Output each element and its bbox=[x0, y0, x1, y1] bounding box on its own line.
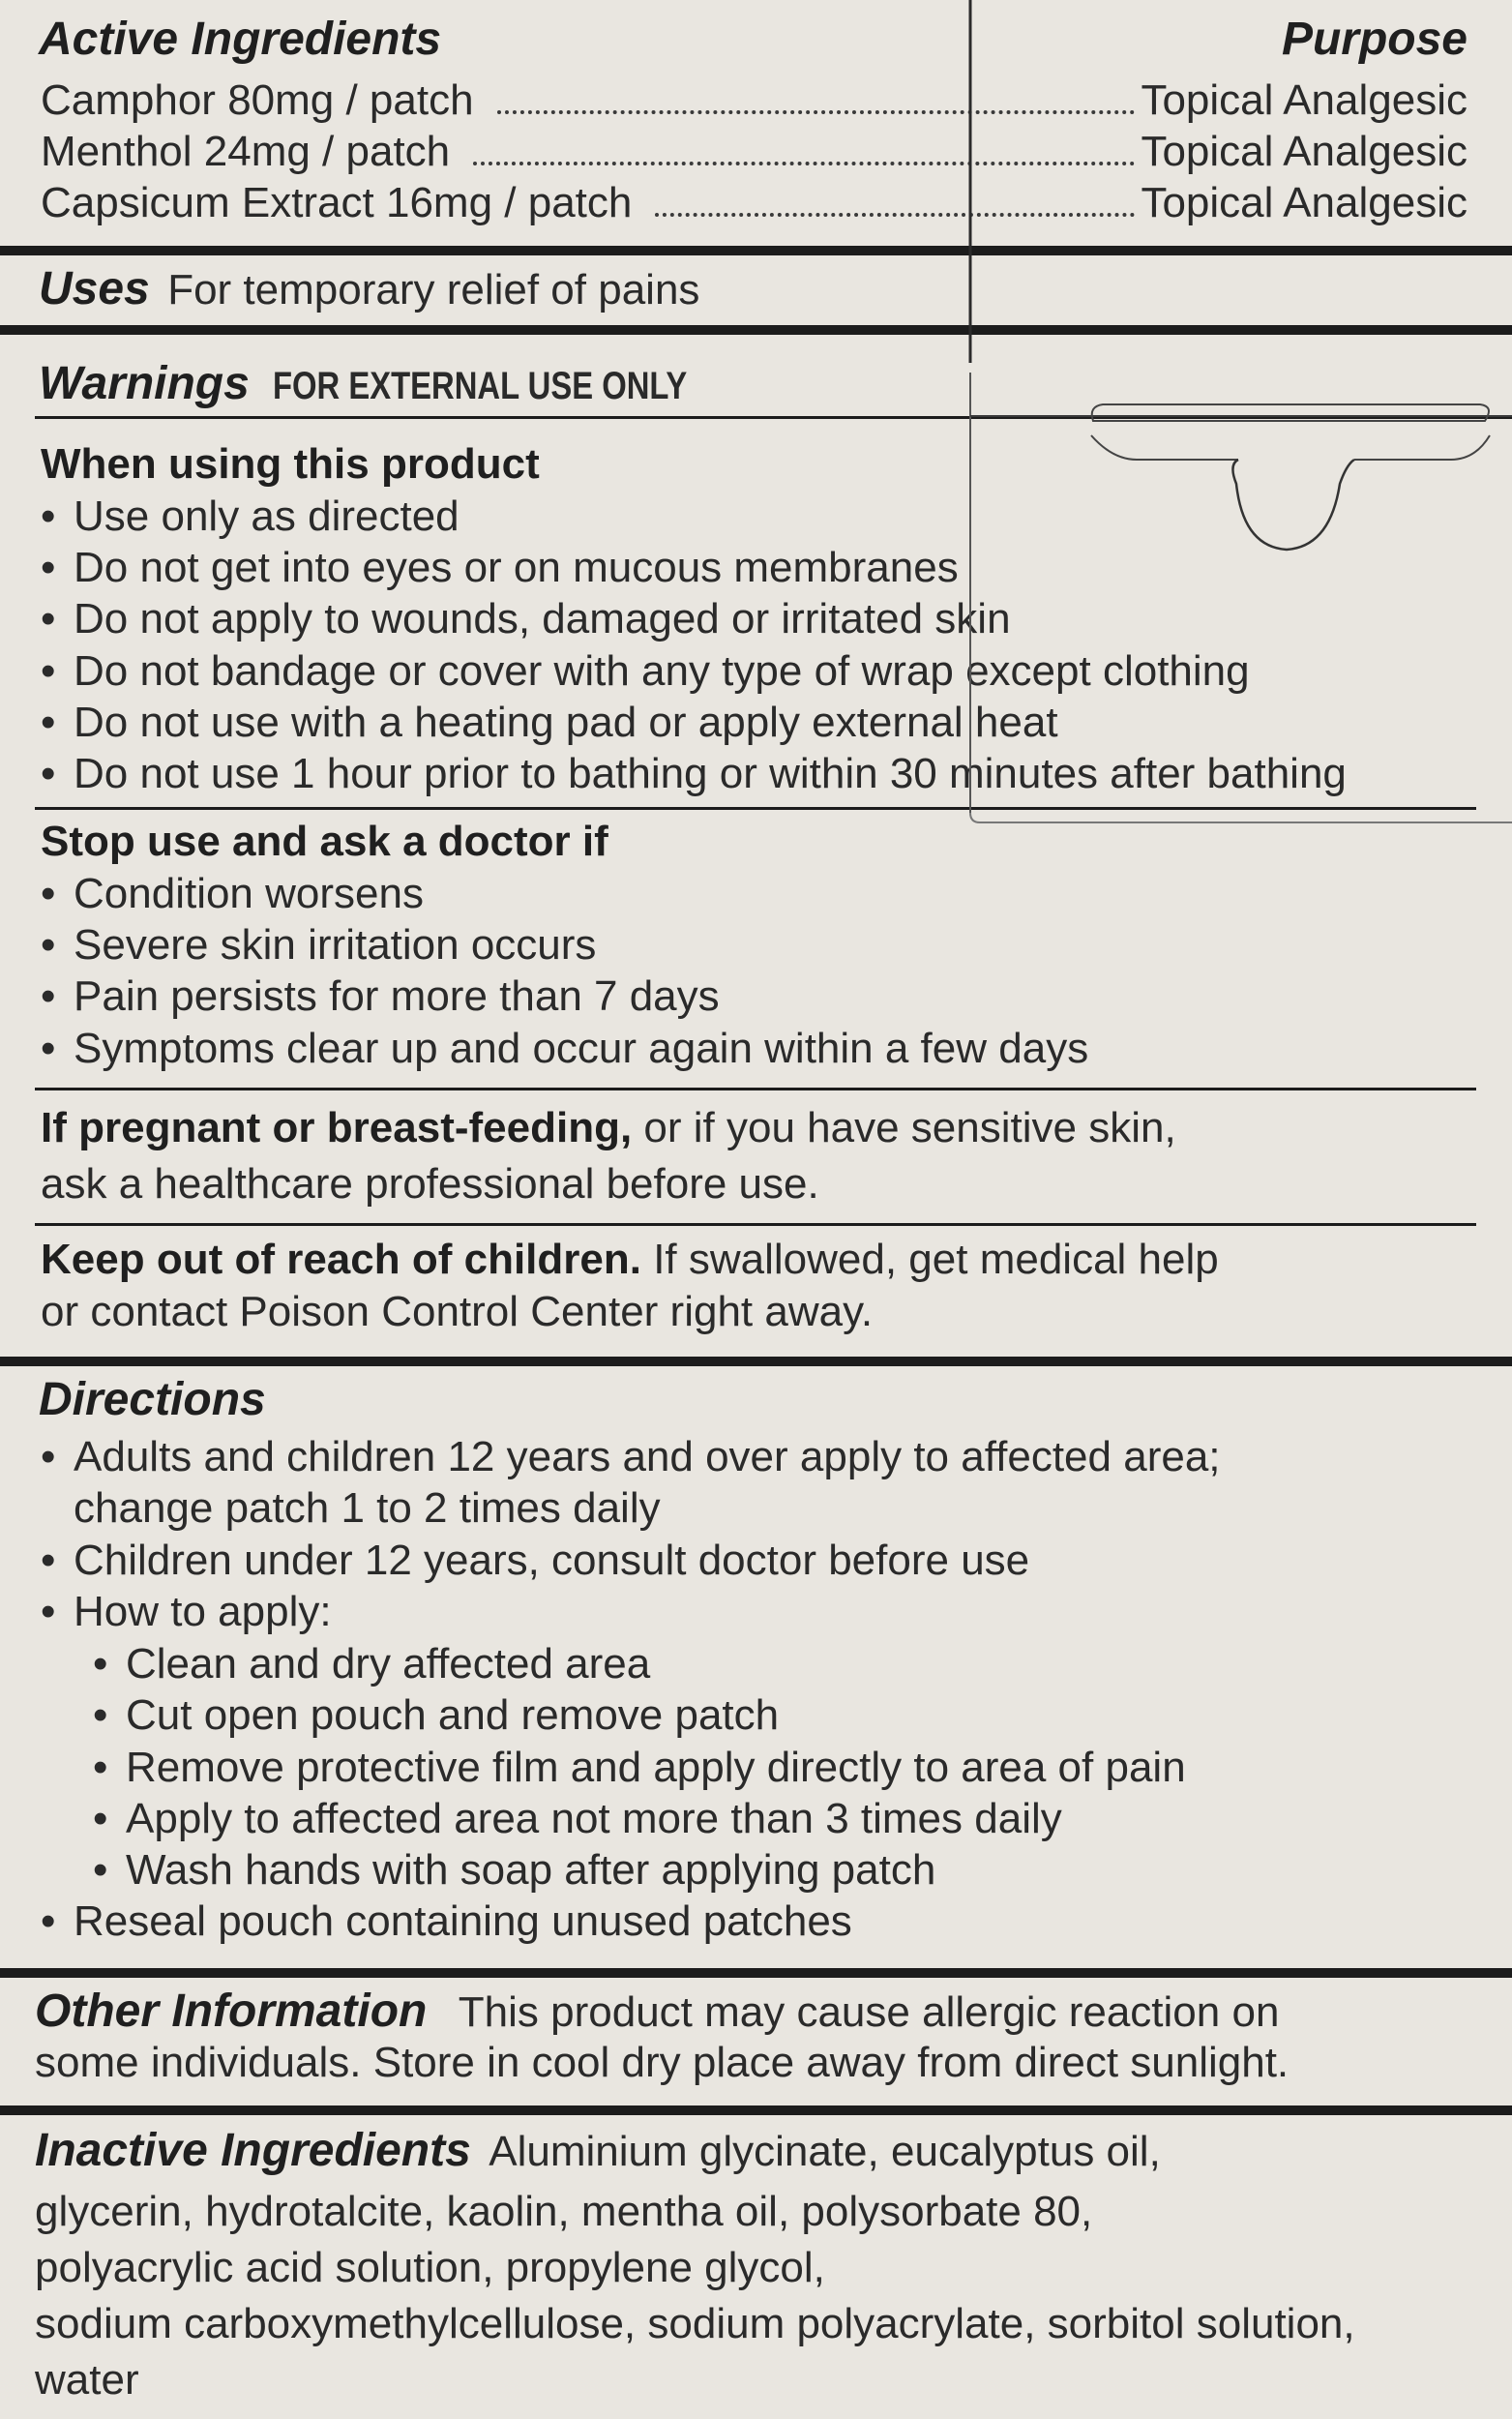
warnings-heading: Warnings bbox=[39, 358, 250, 409]
sub-list-item: • Apply to affected area not more than 3 times daily bbox=[93, 1795, 1062, 1842]
list-item: • Use only as directed bbox=[41, 493, 460, 540]
list-item: • Adults and children 12 years and over apply to affected area; bbox=[41, 1433, 1221, 1480]
warnings-heading-row bbox=[39, 358, 779, 410]
list-item: • Do not get into eyes or on mucous membranes bbox=[41, 544, 959, 591]
dot-leader bbox=[497, 110, 1136, 114]
directions-heading: Directions bbox=[39, 1374, 266, 1425]
ingredient-name: Menthol 24mg / patch bbox=[41, 128, 451, 175]
sub-list-item: • Remove protective film and apply directly to area of pain bbox=[93, 1744, 1186, 1791]
list-item: • Symptoms clear up and occur again within a few days bbox=[41, 1025, 1089, 1072]
ingredient-name: Capsicum Extract 16mg / patch bbox=[41, 179, 633, 226]
ingredient-purpose: Topical Analgesic bbox=[1141, 76, 1468, 124]
ingredient-row bbox=[41, 178, 1468, 228]
list-item: • Do not use 1 hour prior to bathing or within 30 minutes after bathing bbox=[41, 750, 1347, 797]
inactive-ingredients-line: glycerin, hydrotalcite, kaolin, mentha oil, polysorbate 80, bbox=[35, 2188, 1093, 2235]
inactive-ingredients-section: Inactive Ingredients Aluminium glycinate, eucalyptus oil, bbox=[35, 2125, 1161, 2176]
uses-heading: Uses bbox=[39, 263, 150, 314]
ingredient-row bbox=[41, 127, 1468, 177]
inactive-ingredients-heading: Inactive Ingredients bbox=[35, 2125, 471, 2176]
section-divider bbox=[0, 2105, 1512, 2115]
children-warning-line2: or contact Poison Control Center right away. bbox=[41, 1288, 874, 1335]
warnings-divider bbox=[35, 1223, 1476, 1226]
section-divider bbox=[0, 325, 1512, 335]
uses-section bbox=[39, 263, 699, 315]
section-divider bbox=[0, 1968, 1512, 1978]
warnings-divider bbox=[35, 807, 1476, 810]
ingredient-purpose: Topical Analgesic bbox=[1141, 128, 1468, 175]
inactive-ingredients-line: sodium carboxymethylcellulose, sodium polyacrylate, sorbitol solution, bbox=[35, 2300, 1355, 2347]
pregnant-warning-line2: ask a healthcare professional before use. bbox=[41, 1160, 819, 1208]
warnings-divider bbox=[35, 416, 1512, 419]
list-item-continuation: change patch 1 to 2 times daily bbox=[74, 1484, 661, 1532]
sub-list-item: • Cut open pouch and remove patch bbox=[93, 1691, 780, 1739]
pregnant-warning: If pregnant or breast-feeding, or if you have sensitive skin, bbox=[41, 1104, 1176, 1151]
inactive-ingredients-line: water bbox=[35, 2356, 139, 2404]
section-divider bbox=[0, 1357, 1512, 1366]
list-item: • Pain persists for more than 7 days bbox=[41, 972, 720, 1020]
other-information-heading: Other Information bbox=[35, 1986, 428, 2037]
inactive-ingredients-line: polyacrylic acid solution, propylene glycol, bbox=[35, 2244, 825, 2291]
when-using-heading: When using this product bbox=[41, 440, 540, 488]
other-information-section: Other Information This product may cause allergic reaction on bbox=[35, 1986, 1280, 2037]
dot-leader bbox=[473, 162, 1135, 165]
list-item: • Do not bandage or cover with any type of wrap except clothing bbox=[41, 647, 1250, 695]
list-item: • Condition worsens bbox=[41, 870, 424, 917]
sub-list-item: • Clean and dry affected area bbox=[93, 1640, 651, 1687]
list-item: • Do not use with a heating pad or apply external heat bbox=[41, 699, 1058, 746]
list-item: • How to apply: bbox=[41, 1588, 332, 1635]
sub-list-item: • Wash hands with soap after applying patch bbox=[93, 1846, 936, 1894]
list-item: • Children under 12 years, consult doctor before use bbox=[41, 1537, 1030, 1584]
stop-use-heading: Stop use and ask a doctor if bbox=[41, 818, 608, 865]
other-information-line2: some individuals. Store in cool dry place away from direct sunlight. bbox=[35, 2039, 1290, 2086]
ingredient-purpose: Topical Analgesic bbox=[1141, 179, 1468, 226]
ingredient-name: Camphor 80mg / patch bbox=[41, 76, 474, 124]
children-warning: Keep out of reach of children. If swallowed, get medical help bbox=[41, 1236, 1219, 1283]
purpose-heading: Purpose bbox=[1281, 14, 1468, 65]
dot-leader bbox=[655, 213, 1135, 217]
uses-text: For temporary relief of pains bbox=[167, 266, 700, 314]
list-item: • Do not apply to wounds, damaged or irritated skin bbox=[41, 595, 1011, 642]
list-item: • Reseal pouch containing unused patches bbox=[41, 1897, 852, 1945]
warnings-divider bbox=[35, 1088, 1476, 1090]
list-item: • Severe skin irritation occurs bbox=[41, 921, 597, 969]
ingredient-row bbox=[41, 75, 1468, 126]
section-divider bbox=[0, 246, 1512, 255]
active-ingredients-heading: Active Ingredients bbox=[39, 14, 442, 65]
external-use-notice: FOR EXTERNAL USE ONLY bbox=[273, 365, 688, 407]
